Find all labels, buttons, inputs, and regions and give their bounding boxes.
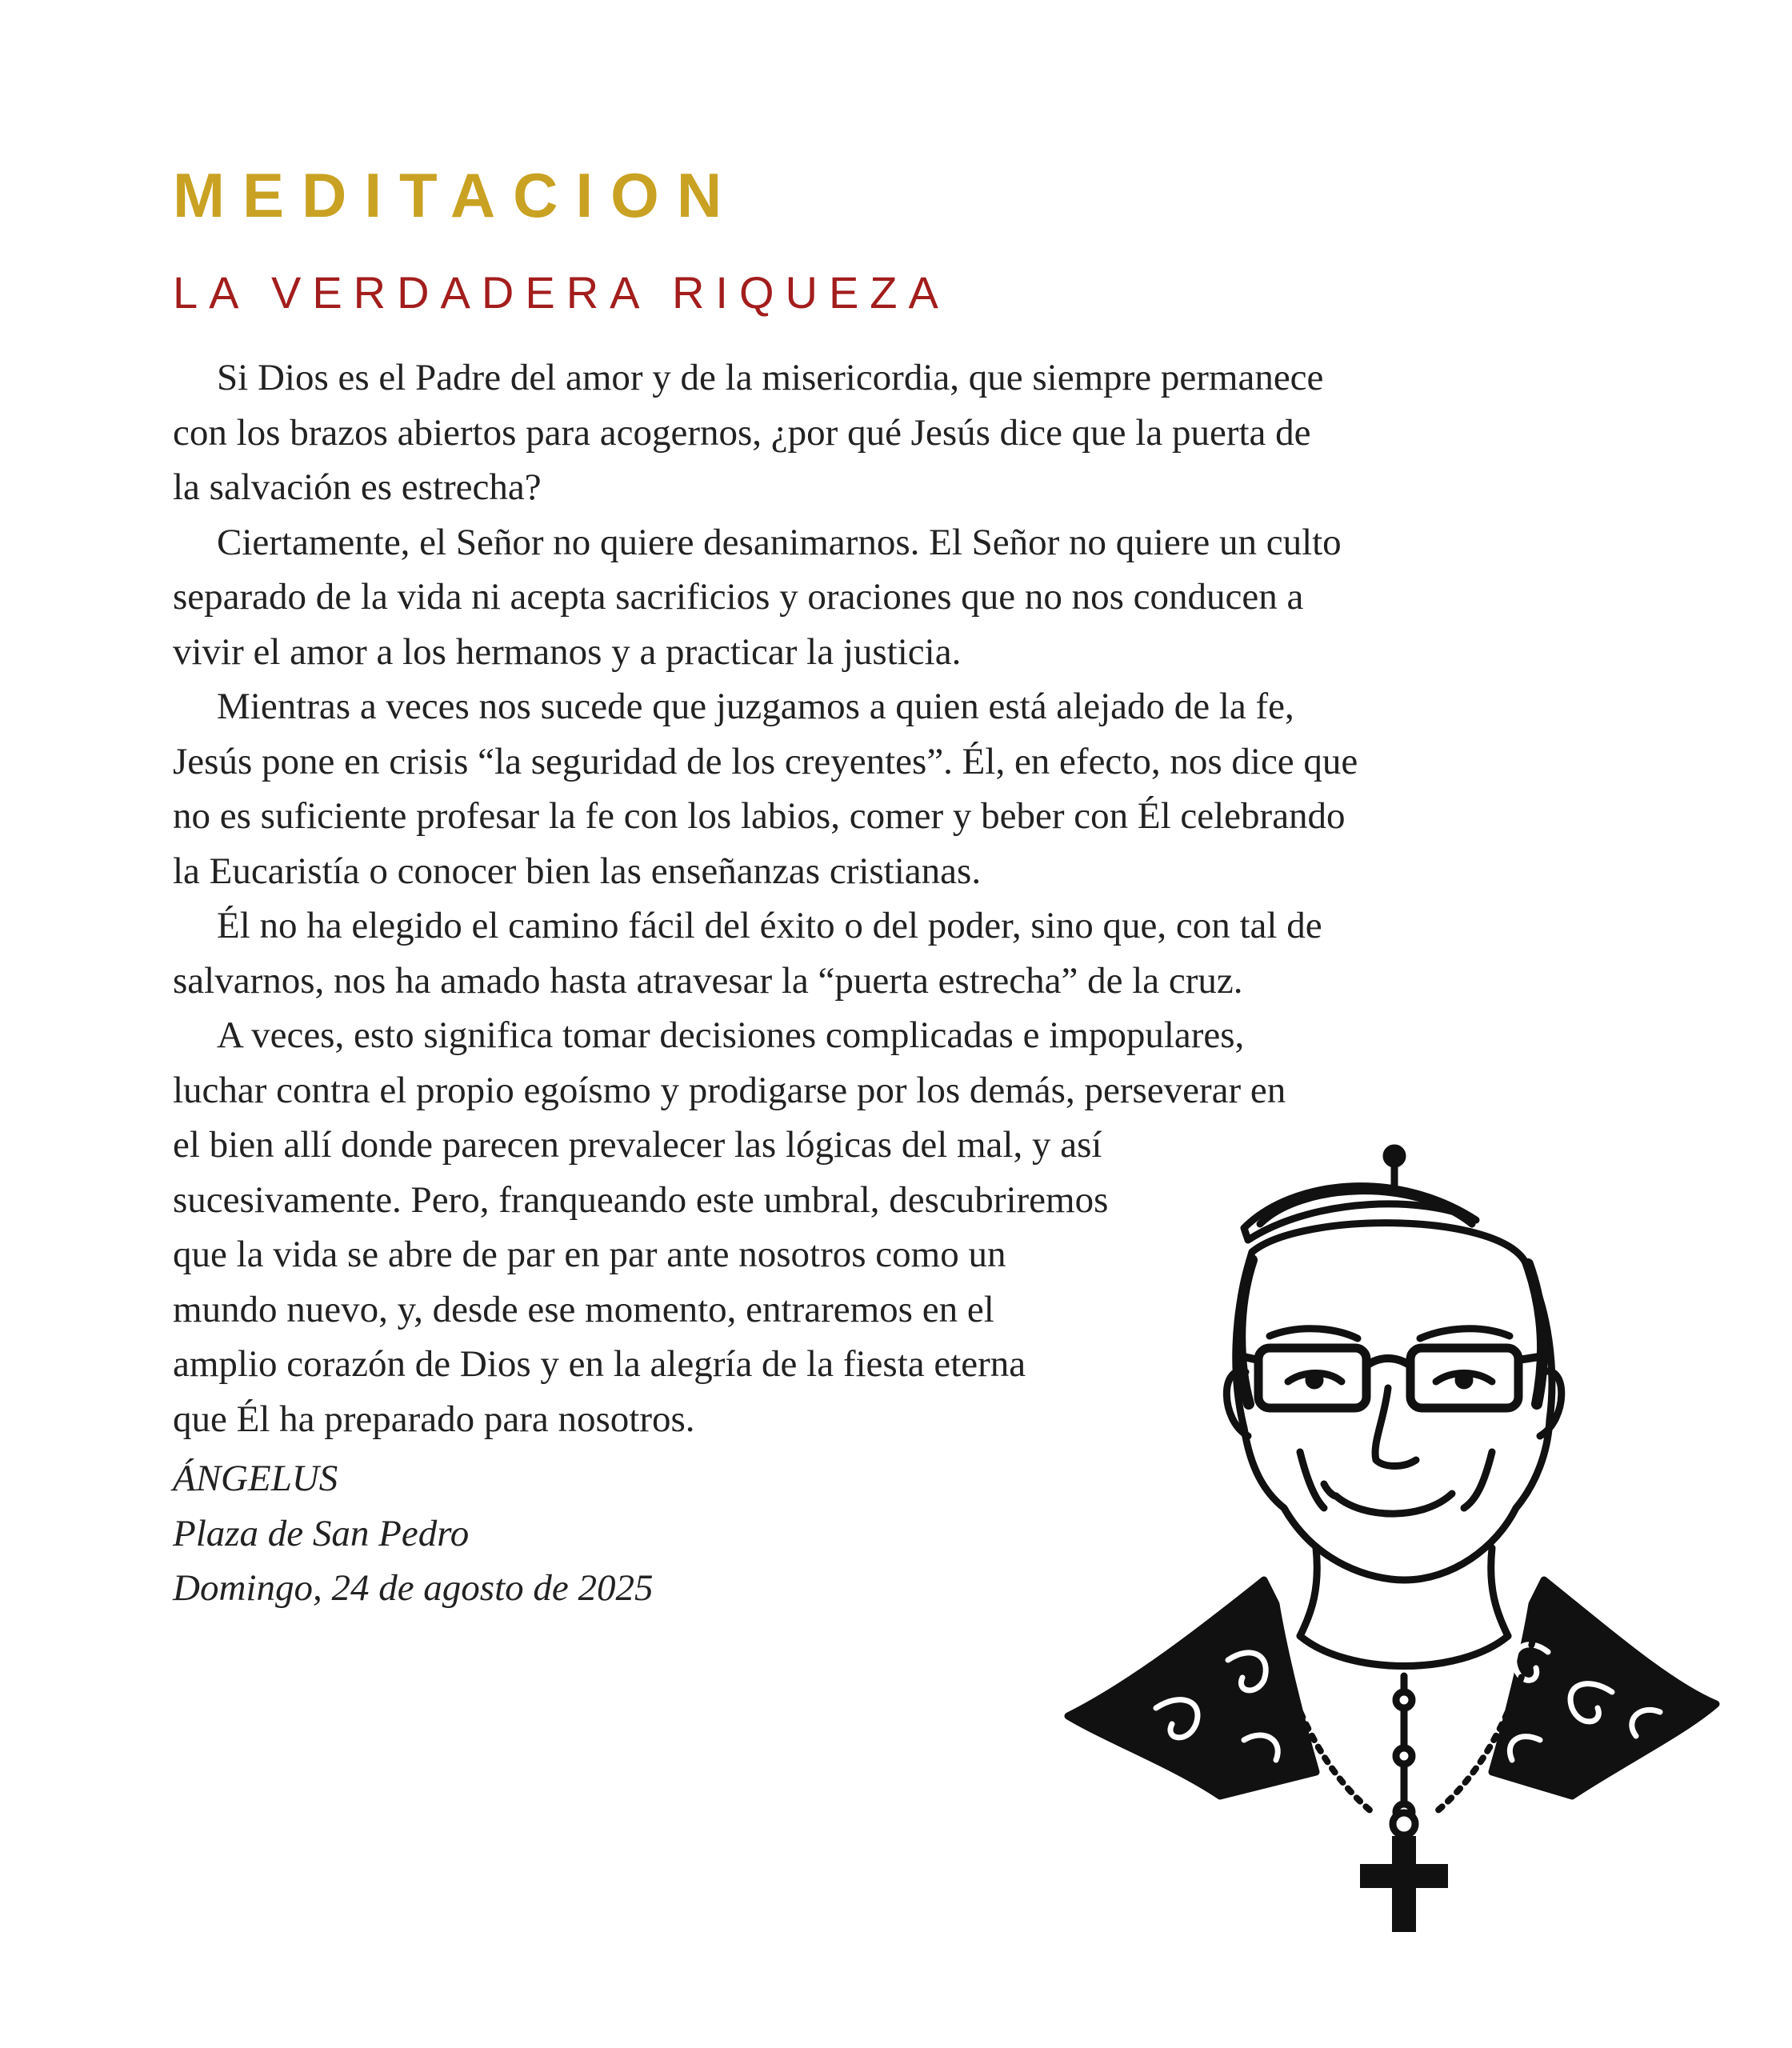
body-line: con los brazos abiertos para acogernos, ¿por qué Jesús dice que la puerta de — [173, 411, 1311, 454]
body-line: amplio corazón de Dios y en la alegría de la fiesta eterna — [173, 1343, 1026, 1385]
signature-date: Domingo, 24 de agosto de 2025 — [173, 1567, 654, 1609]
body-line: la salvación es estrecha? — [173, 466, 542, 508]
body-line: el bien allí donde parecen prevalecer las lógicas del mal, y así — [173, 1124, 1102, 1166]
signature-place: Plaza de San Pedro — [173, 1512, 470, 1554]
body-line: que la vida se abre de par en par ante nosotros como un — [173, 1234, 1006, 1275]
body-line: Mientras a veces nos sucede que juzgamos a quien está alejado de la fe, — [217, 686, 1294, 727]
section-subtitle: LA VERDADERA RIQUEZA — [173, 267, 950, 318]
body-line: luchar contra el propio egoísmo y prodigarse por los demás, perseverar en — [173, 1069, 1286, 1111]
body-line: salvarnos, nos ha amado hasta atravesar la “puerta estrecha” de la cruz. — [173, 959, 1243, 1002]
body-line: sucesivamente. Pero, franqueando este umbral, descubriremos — [173, 1178, 1109, 1221]
body-line: Si Dios es el Padre del amor y de la misericordia, que siempre permanece — [217, 357, 1324, 398]
body-line: Jesús pone en crisis “la seguridad de los creyentes”. Él, en efecto, nos dice que — [173, 740, 1358, 782]
body-line: vivir el amor a los hermanos y a practicar la justicia. — [173, 630, 962, 673]
source-signature — [173, 1451, 654, 1616]
body-line: mundo nuevo, y, desde ese momento, entraremos en el — [173, 1288, 994, 1330]
signature-event: ÁNGELUS — [173, 1458, 338, 1499]
pope-portrait-icon — [1060, 1132, 1720, 1932]
body-line: Él no ha elegido el camino fácil del éxito o del poder, sino que, con tal de — [217, 905, 1322, 946]
body-line: no es suficiente profesar la fe con los labios, comer y beber con Él celebrando — [173, 795, 1346, 837]
body-line: A veces, esto significa tomar decisiones complicadas e impopulares, — [217, 1014, 1245, 1056]
body-line: Ciertamente, el Señor no quiere desanimarnos. El Señor no quiere un culto — [217, 521, 1342, 563]
body-line: separado de la vida ni acepta sacrificios y oraciones que no nos conducen a — [173, 576, 1304, 618]
body-line: la Eucaristía o conocer bien las enseñanzas cristianas. — [173, 850, 982, 892]
page-title: MEDITACION — [173, 160, 740, 230]
body-line: que Él ha preparado para nosotros. — [173, 1398, 695, 1440]
